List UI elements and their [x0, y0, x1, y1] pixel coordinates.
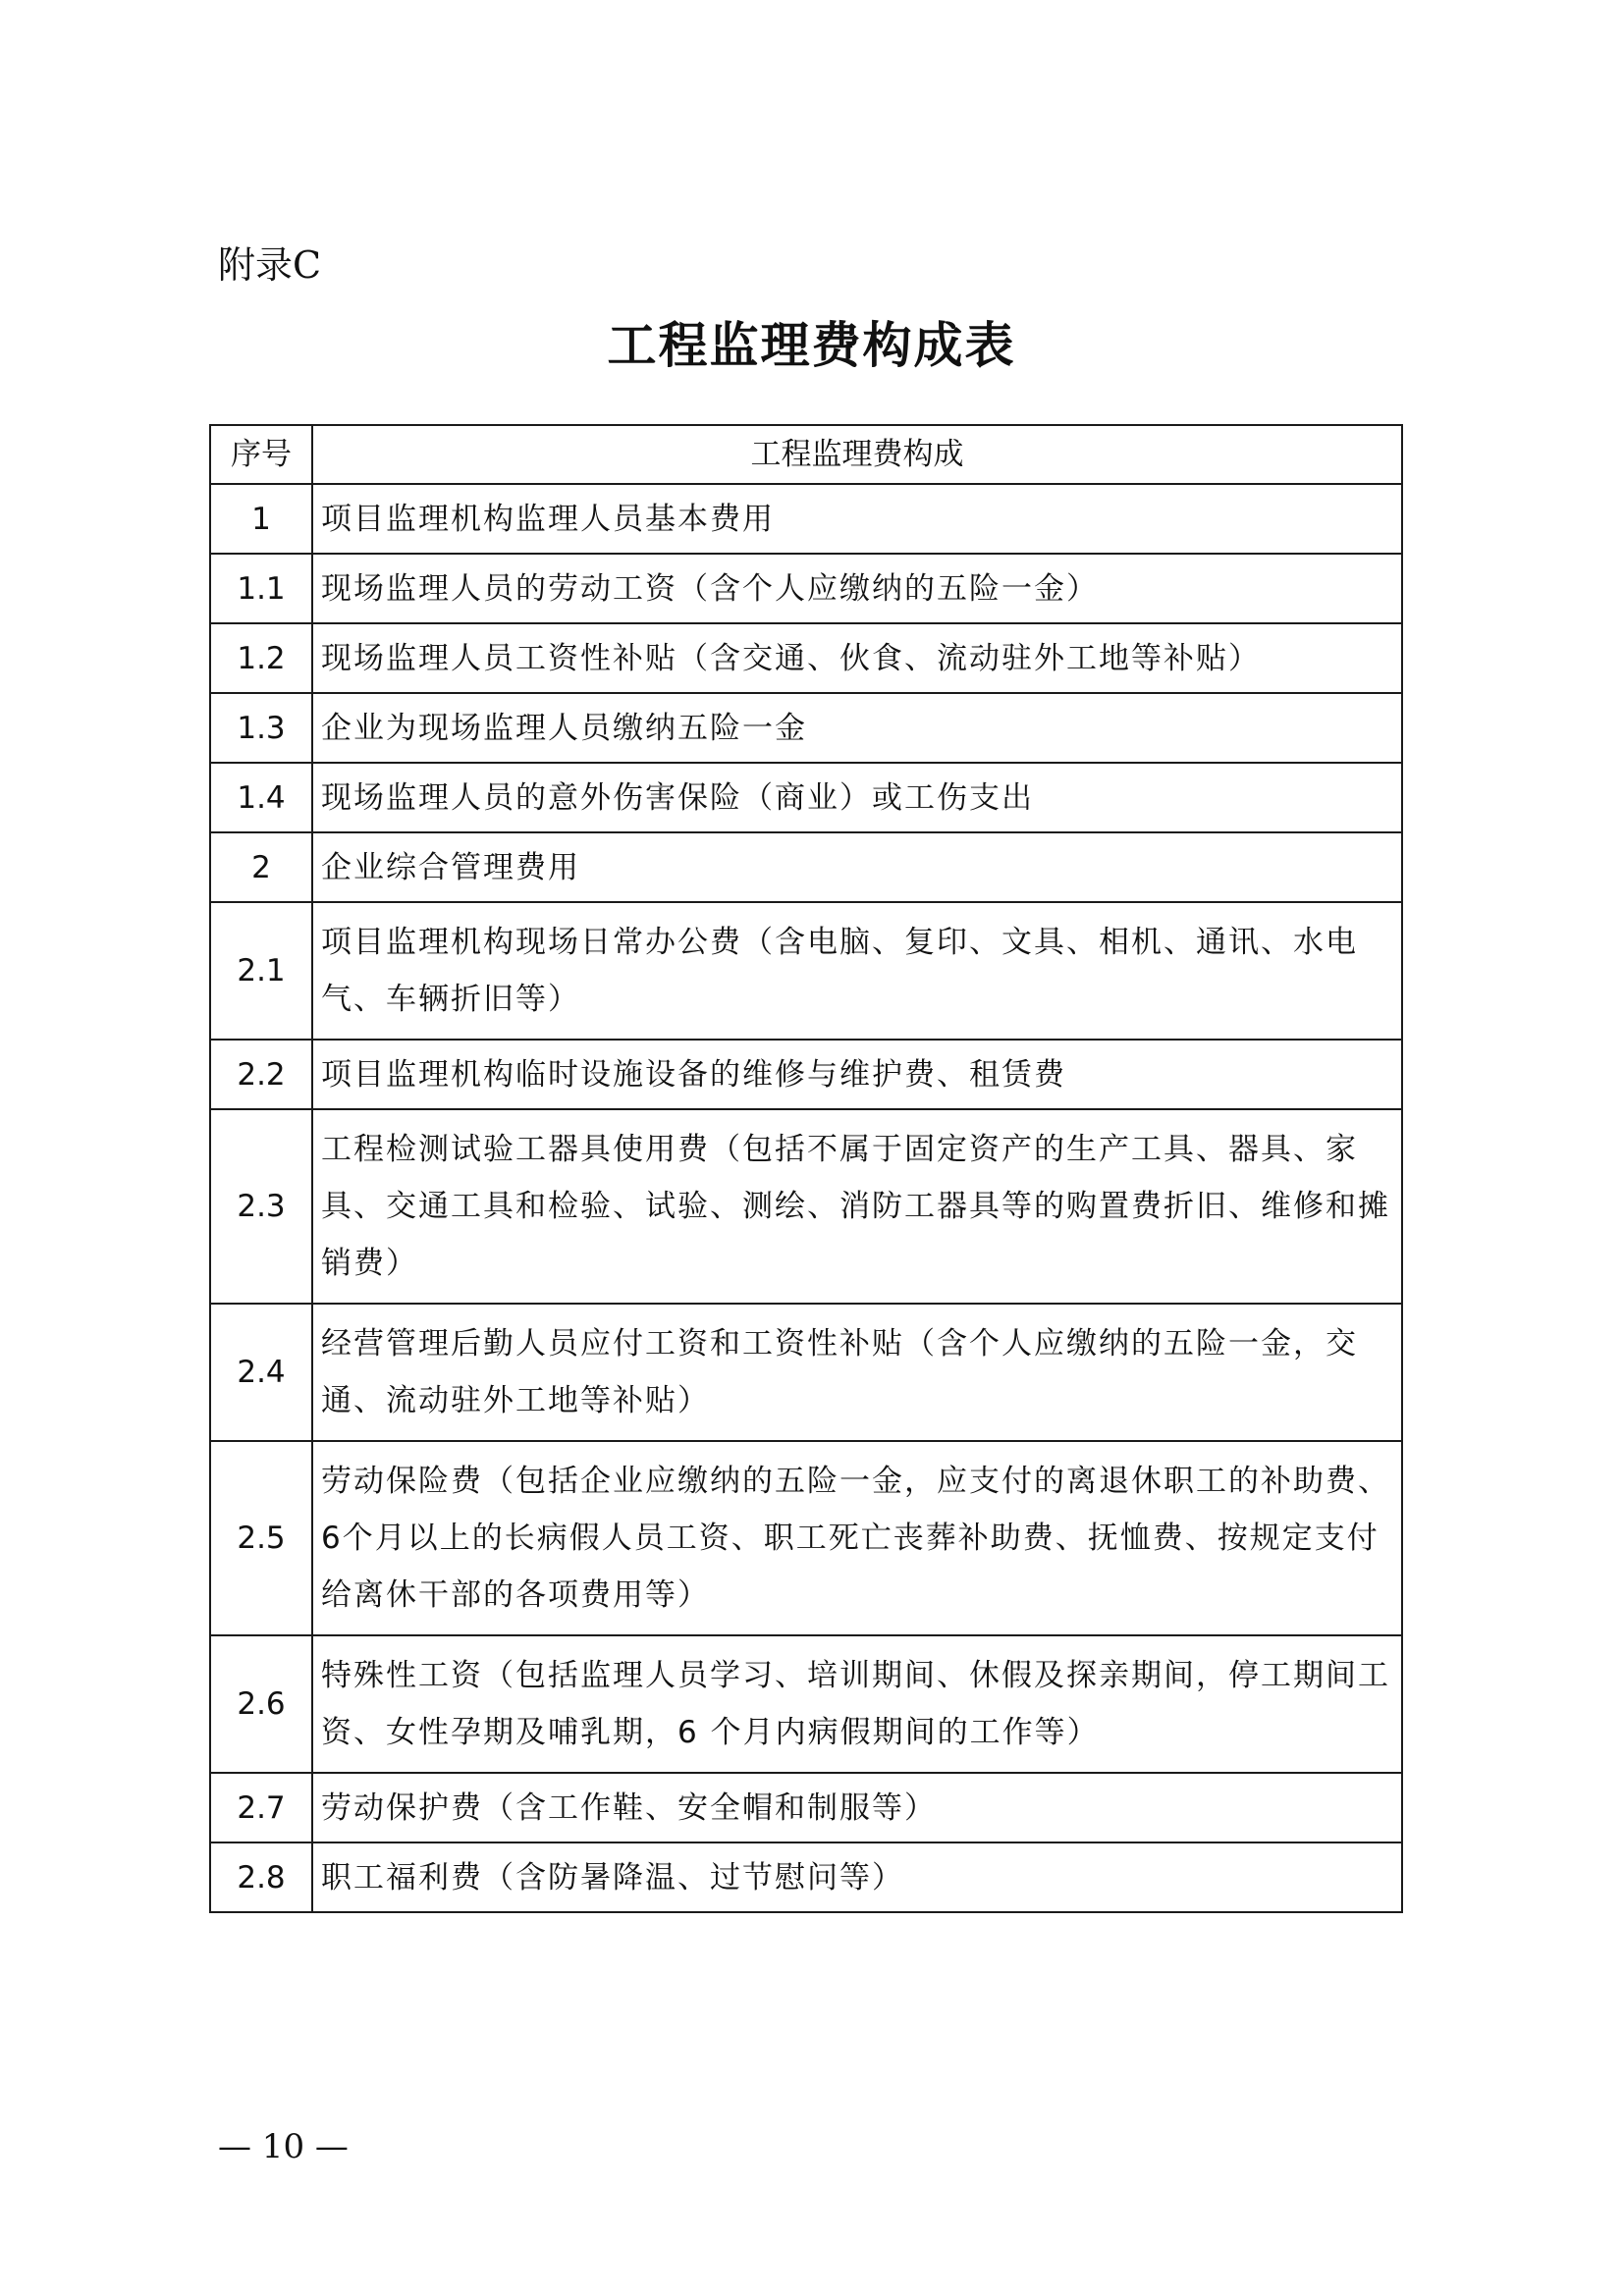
- table-row: [210, 1773, 1402, 1842]
- table-row: [210, 1109, 1402, 1304]
- header-cost-composition: 工程监理费构成: [312, 425, 1402, 484]
- header-serial-number: 序号: [210, 425, 312, 484]
- table-header-row: [210, 425, 1402, 484]
- table-row: [210, 484, 1402, 554]
- table-row: [210, 1842, 1402, 1912]
- cost-composition-table: [209, 424, 1403, 1913]
- row-number: 1.4: [210, 763, 312, 832]
- table-row: [210, 902, 1402, 1040]
- row-description: 项目监理机构临时设施设备的维修与维护费、租赁费: [312, 1040, 1402, 1109]
- row-description: 项目监理机构监理人员基本费用: [312, 484, 1402, 554]
- row-number: 2.8: [210, 1842, 312, 1912]
- row-description: 劳动保护费（含工作鞋、安全帽和制服等）: [312, 1773, 1402, 1842]
- row-number: 2: [210, 832, 312, 902]
- row-description: 工程检测试验工器具使用费（包括不属于固定资产的生产工具、器具、家具、交通工具和检验、试验、测绘、消防工器具等的购置费折旧、维修和摊销费）: [312, 1109, 1402, 1304]
- row-number: 2.7: [210, 1773, 312, 1842]
- row-description: 企业为现场监理人员缴纳五险一金: [312, 693, 1402, 763]
- row-description: 经营管理后勤人员应付工资和工资性补贴（含个人应缴纳的五险一金，交通、流动驻外工地等补贴）: [312, 1304, 1402, 1441]
- row-description: 项目监理机构现场日常办公费（含电脑、复印、文具、相机、通讯、水电气、车辆折旧等）: [312, 902, 1402, 1040]
- table-row: [210, 832, 1402, 902]
- table-row: [210, 1441, 1402, 1635]
- row-description: 劳动保险费（包括企业应缴纳的五险一金，应支付的离退休职工的补助费、6个月以上的长病假人员工资、职工死亡丧葬补助费、抚恤费、按规定支付给离休干部的各项费用等）: [312, 1441, 1402, 1635]
- table-row: [210, 693, 1402, 763]
- row-number: 1: [210, 484, 312, 554]
- row-description: 现场监理人员的劳动工资（含个人应缴纳的五险一金）: [312, 554, 1402, 623]
- table-row: [210, 623, 1402, 693]
- row-number: 2.1: [210, 902, 312, 1040]
- page-number: — 10 —: [218, 2127, 349, 2166]
- row-number: 2.2: [210, 1040, 312, 1109]
- table-row: [210, 1040, 1402, 1109]
- row-description: 职工福利费（含防暑降温、过节慰问等）: [312, 1842, 1402, 1912]
- row-number: 2.3: [210, 1109, 312, 1304]
- table-row: [210, 1635, 1402, 1773]
- row-description: 现场监理人员工资性补贴（含交通、伙食、流动驻外工地等补贴）: [312, 623, 1402, 693]
- row-description: 特殊性工资（包括监理人员学习、培训期间、休假及探亲期间，停工期间工资、女性孕期及哺乳期，6 个月内病假期间的工作等）: [312, 1635, 1402, 1773]
- table-row: [210, 763, 1402, 832]
- row-number: 1.3: [210, 693, 312, 763]
- table-row: [210, 1304, 1402, 1441]
- appendix-label: 附录C: [218, 243, 322, 287]
- row-number: 1.2: [210, 623, 312, 693]
- row-number: 2.4: [210, 1304, 312, 1441]
- row-number: 1.1: [210, 554, 312, 623]
- row-number: 2.5: [210, 1441, 312, 1635]
- page-title: 工程监理费构成表: [607, 316, 1016, 374]
- row-number: 2.6: [210, 1635, 312, 1773]
- table-row: [210, 554, 1402, 623]
- row-description: 企业综合管理费用: [312, 832, 1402, 902]
- row-description: 现场监理人员的意外伤害保险（商业）或工伤支出: [312, 763, 1402, 832]
